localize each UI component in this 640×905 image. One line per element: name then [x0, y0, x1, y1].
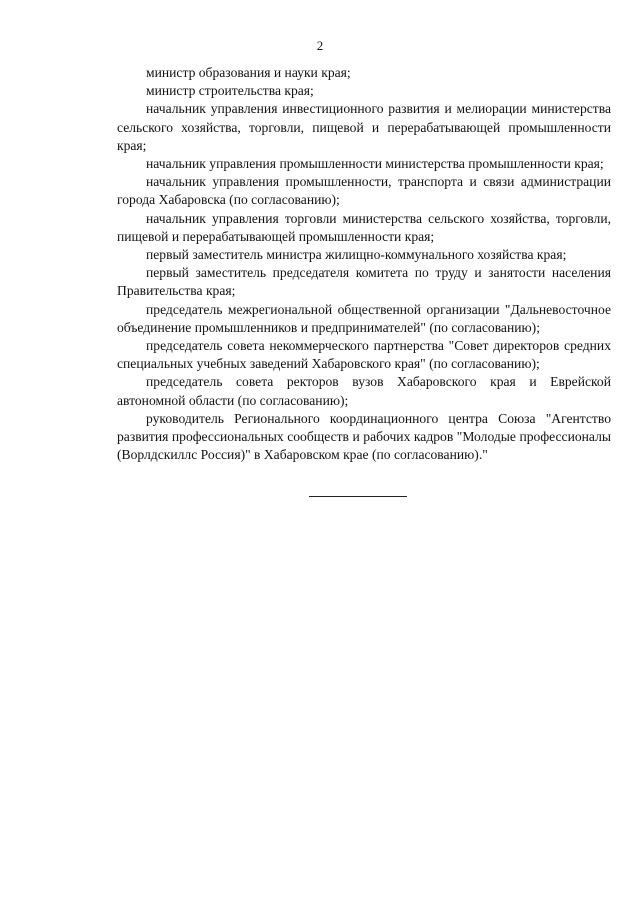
- paragraph: председатель межрегиональной общественной организации "Дальневосточное объединение промышленников и предпринимателей" (по согласованию);: [117, 301, 611, 335]
- paragraph: начальник управления промышленности, транспорта и связи администрации города Хабаровска (по согласованию);: [117, 174, 611, 208]
- page-number: 2: [316, 38, 324, 53]
- closing-separator-line: [309, 496, 407, 497]
- document-body: [117, 64, 611, 464]
- paragraph: руководитель Регионального координационного центра Союза "Агентство развития профессиональных сообществ и рабочих кадров "Молодые профессионалы (Ворлдскиллс Россия)" в Хабаровском крае (по согласованию).": [117, 410, 611, 463]
- paragraph: министр образования и науки края;: [146, 65, 351, 80]
- paragraph: министр строительства края;: [146, 83, 314, 99]
- paragraph: начальник управления торговли министерства сельского хозяйства, торговли, пищевой и перерабатывающей промышленности края;: [117, 210, 611, 244]
- paragraph: председатель совета некоммерческого партнерства "Совет директоров средних специальных учебных заведений Хабаровского края" (по согласованию);: [117, 338, 611, 372]
- paragraph: председатель совета ректоров вузов Хабаровского края и Еврейской автономной области (по согласованию);: [117, 374, 611, 408]
- paragraph: первый заместитель председателя комитета по труду и занятости населения Правительства края;: [117, 265, 611, 299]
- paragraph: начальник управления инвестиционного развития и мелиорации министерства сельского хозяйства, торговли, пищевой и перерабатывающей промышленности края;: [117, 101, 611, 153]
- paragraph: начальник управления промышленности министерства промышленности края;: [146, 156, 604, 172]
- paragraph: первый заместитель министра жилищно-коммунального хозяйства края;: [146, 247, 567, 263]
